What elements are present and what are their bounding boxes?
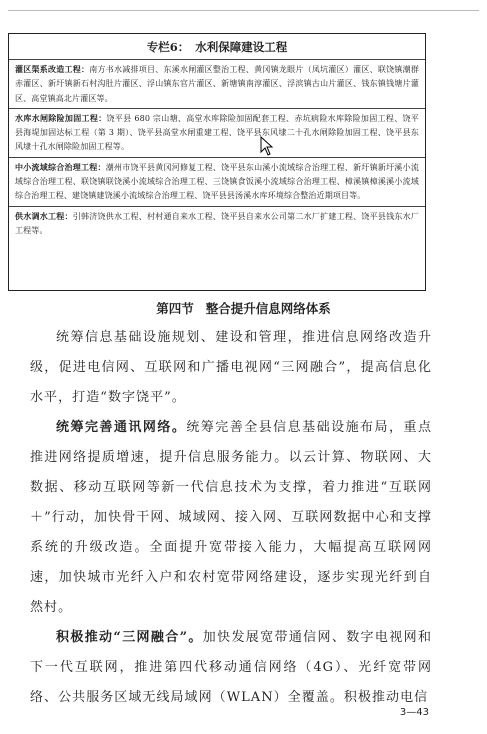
paragraph-lead: 积极推动“三网融合”。 [56, 630, 203, 645]
box-section-lead: 中小流域综合治理工程： [15, 161, 106, 172]
communication-network-paragraph [30, 413, 432, 623]
box-section-paragraph [15, 62, 419, 106]
box-title [9, 34, 425, 60]
box-title-text: 水利保障建设工程 [195, 40, 288, 54]
paragraph-text: 统筹信息基础设施规划、建设和管理，推进信息网络改造升级，促进电信网、互联网和广播电视网“三网融合”，提高信息化水平，打造“数字饶平”。 [30, 330, 432, 405]
box-section-lead: 供水调水工程： [15, 210, 73, 221]
section-heading [0, 300, 487, 318]
sidebar-box [8, 33, 426, 291]
box-section-reservoir [9, 109, 425, 158]
three-network-paragraph [30, 623, 432, 713]
box-section-paragraph [15, 160, 419, 204]
box-section-text: 南方书水减排项目、东溪水闸灌区整治工程、黄冈镇龙眼片（凤坑灌区）灌区、联饶镇潮群赤灌区、新圩镇新石村沟肚片灌区、浮山镇东官片灌区、新塘镇南淳灌区、浮滨镇古山片灌区、钱东镇钱塘片灌区、高堂镇高北片灌区等。 [15, 65, 420, 103]
page-number: 3—43 [399, 707, 429, 718]
box-section-water-supply [9, 207, 425, 241]
section-title: 整合提升信息网络体系 [205, 301, 331, 316]
box-section-paragraph [15, 209, 419, 239]
paragraph-lead: 统筹完善通讯网络。 [56, 420, 187, 435]
box-section-irrigation [9, 60, 425, 109]
box-section-text: 潮州市饶平县黄冈河修复工程、饶平县东山溪小流域综合治理工程、新圩镇新圩溪小流域综合治理工程、联饶镇联饶溪小流域综合治理工程、三饶镇食饭溪小流域综合治理工程、樟溪镇樟溪溪小流域综合治理工程、建饶镇建饶溪小流域综合治理工程、饶平县县汤溪水库环境综合整治近期项目等。 [15, 162, 419, 201]
box-section-text: 引韩济饶供水工程、村村通自来水工程、饶平县自来水公司第二水厂扩建工程、饶平县钱东水厂工程等。 [15, 211, 419, 235]
box-section-lead: 水库水闸除险加固工程： [15, 112, 107, 123]
box-title-label: 专栏6： [146, 40, 190, 54]
box-section-paragraph [15, 111, 419, 155]
mouse-pointer-icon [260, 136, 274, 156]
box-section-lead: 灌区渠系改造工程： [15, 64, 90, 74]
paragraph-text: 统筹完善全县信息基础设施布局，重点推进网络提质增速，提升信息服务能力。以云计算、物联网、大数据、移动互联网等新一代信息技术为支撑，着力推进“互联网＋”行动，加快骨干网、城域网、接入网、互联网数据中心和支撑系统的升级改造。全面提升宽带接入能力，大幅提高互联网网速，加快城市光纤入户和农村宽带网络建设，逐步实现光纤到自然村。 [30, 420, 433, 615]
top-rule [8, 10, 479, 11]
intro-paragraph [30, 323, 432, 413]
box-section-watershed [9, 158, 425, 207]
section-number: 第四节 [156, 301, 194, 316]
paragraph-text: 加快发展宽带通信网、数字电视网和下一代互联网，推进第四代移动通信网络（4G）、光纤宽带网络、公共服务区域无线局域网（WLAN）全覆盖。积极推动电信 [30, 630, 432, 705]
body-text [30, 323, 432, 713]
box-section-text: 饶平县 680 宗山塘、高堂水库除险加固配套工程、赤坑病险水库除险加固工程、饶平县海堤加固达标工程（第 3 期）、饶平县高堂水闸重建工程、饶平县东风埭二十孔水闸除险加固工程、饶平县东风埭十孔水闸除险加固工程等。 [15, 113, 419, 152]
